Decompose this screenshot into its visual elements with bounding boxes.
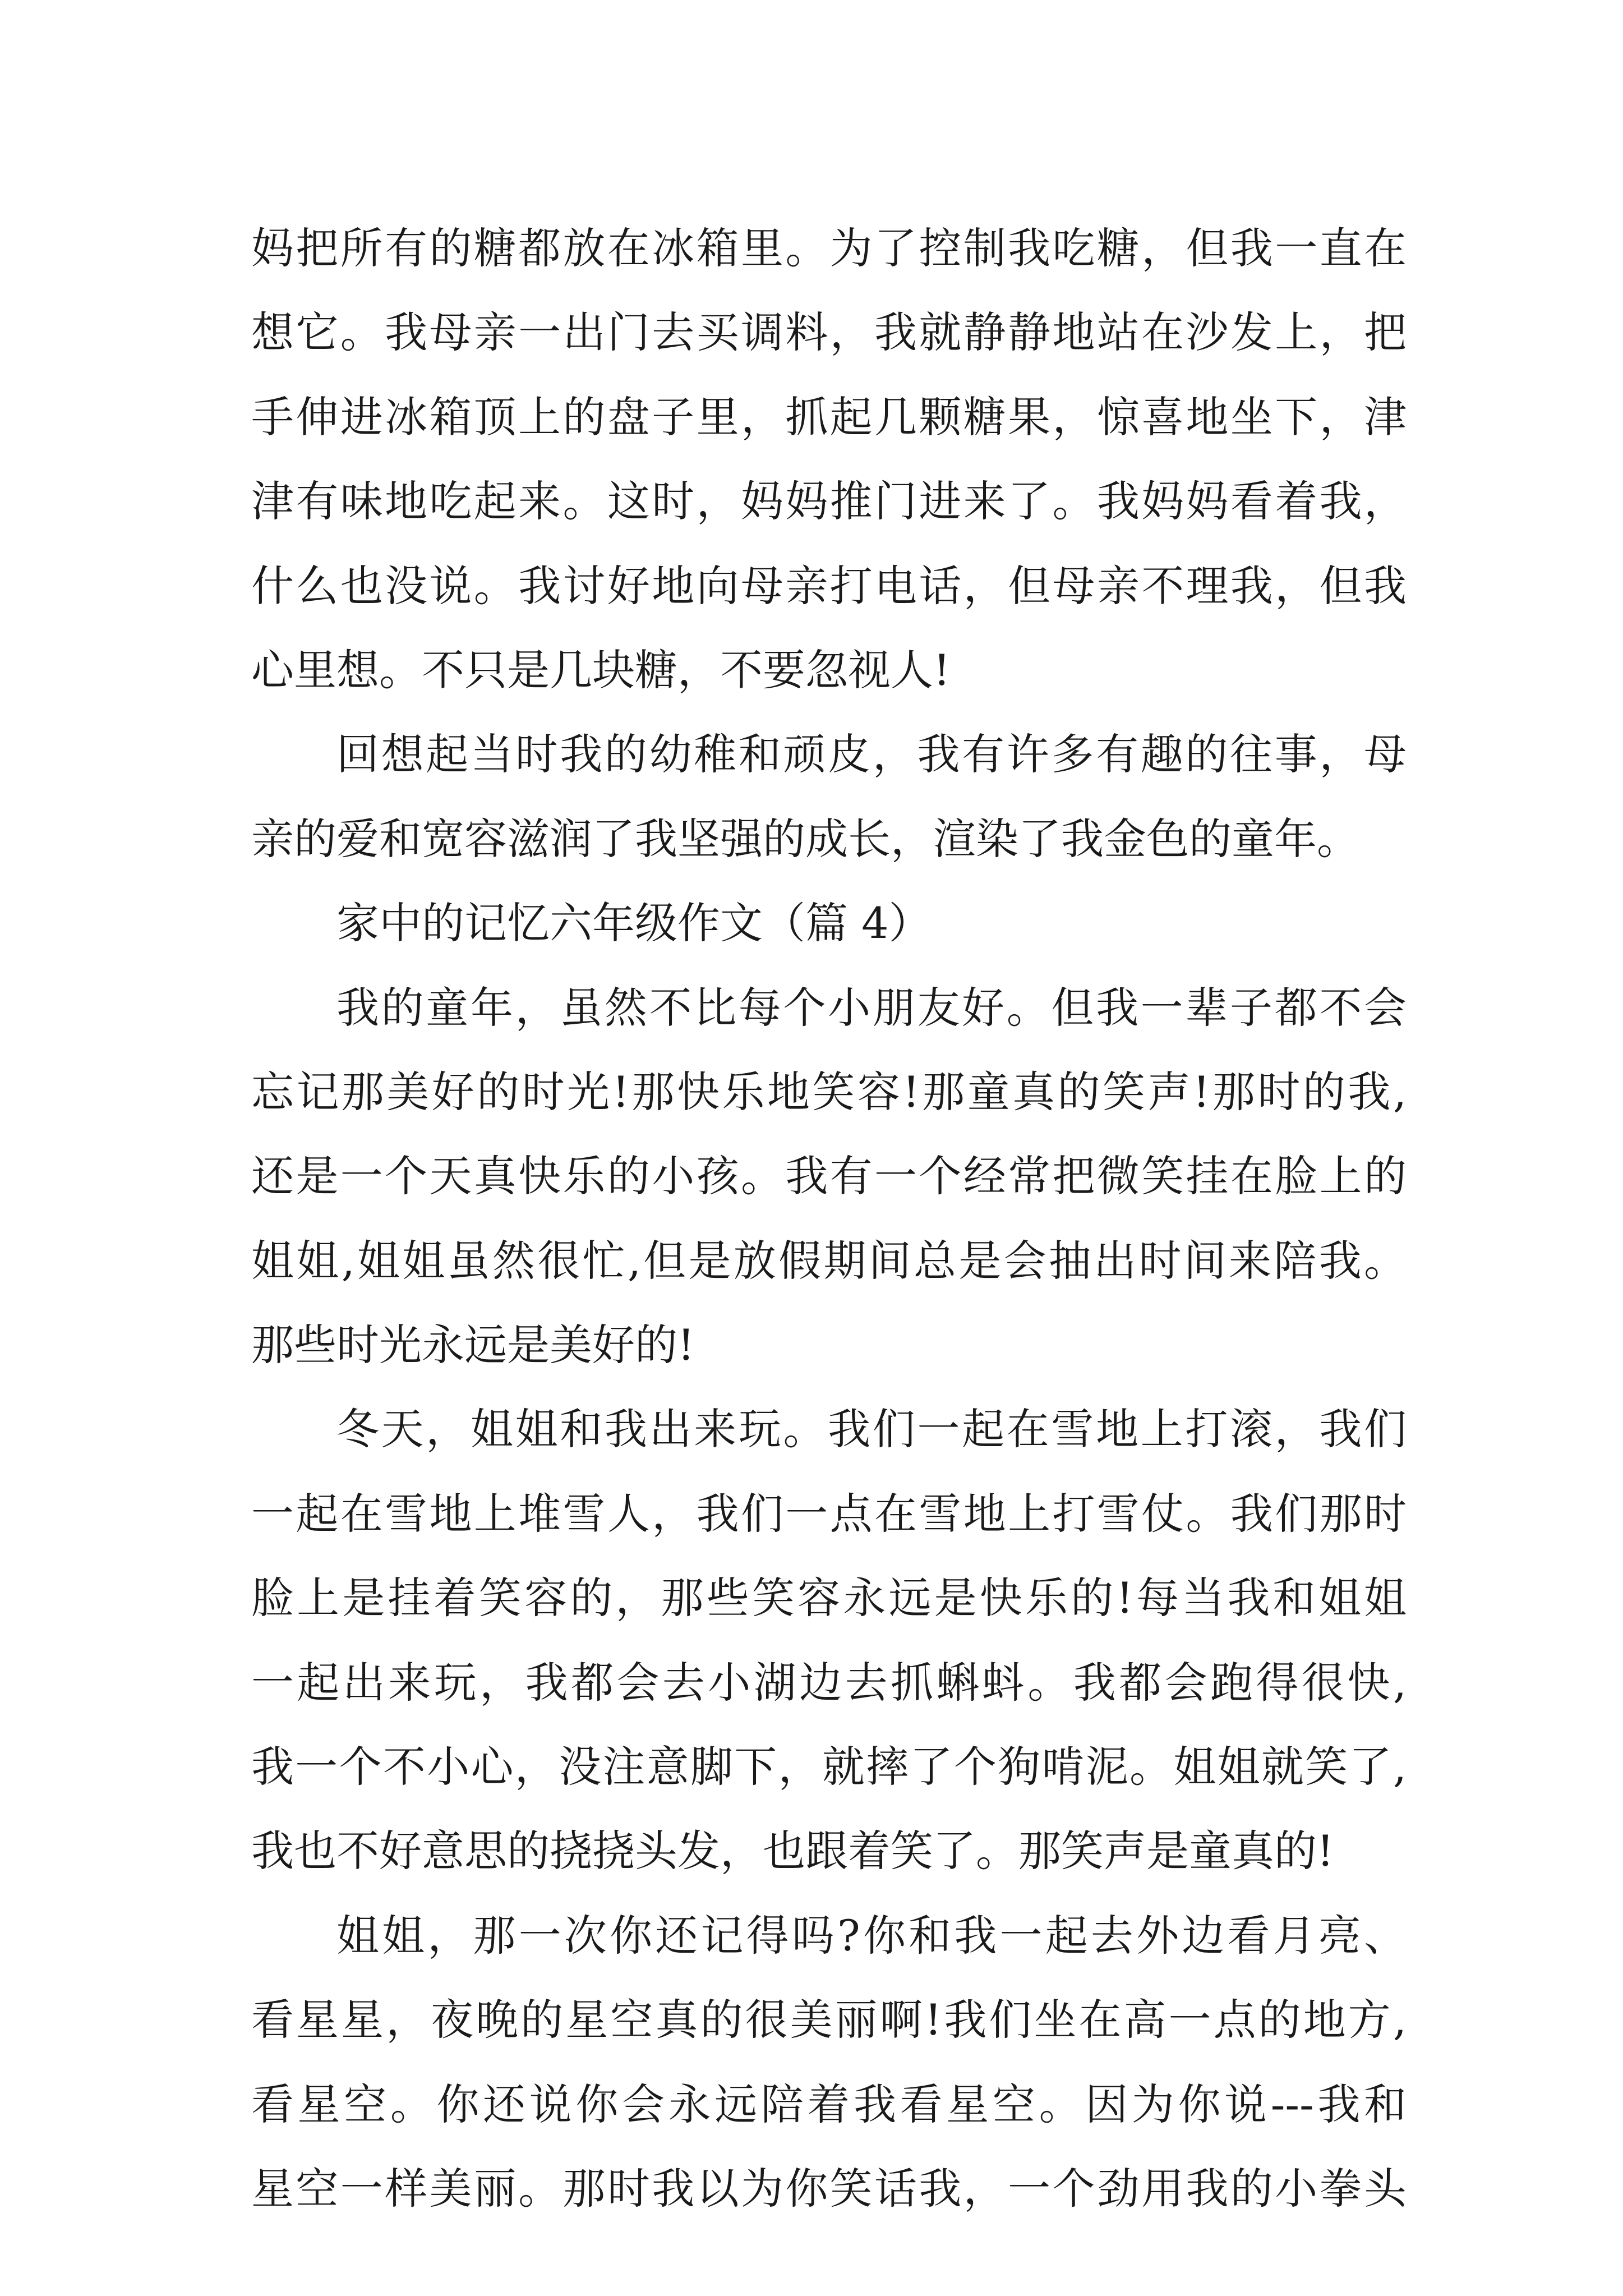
essay-text [251,206,1407,2231]
text-line: 一起出来玩，我都会去小湖边去抓蝌蚪。我都会跑得很快, [251,1657,1407,1708]
text-line: 一起在雪地上堆雪人，我们一点在雪地上打雪仗。我们那时 [251,1488,1407,1539]
paragraph-first-line: 冬天，姐姐和我出来玩。我们一起在雪地上打滚，我们 [336,1404,1407,1455]
text-line: 还是一个天真快乐的小孩。我有一个经常把微笑挂在脸上的 [251,1151,1407,1202]
text-line: 亲的爱和宽容滋润了我坚强的成长，渲染了我金色的童年。 [251,813,1359,864]
section-heading: 家中的记忆六年级作文（篇 4） [336,898,932,949]
text-line: 手伸进冰箱顶上的盘子里，抓起几颗糖果，惊喜地坐下，津 [251,392,1407,442]
text-line: 看星星，夜晚的星空真的很美丽啊!我们坐在高一点的地方, [251,1995,1407,2045]
text-line: 津有味地吃起来。这时，妈妈推门进来了。我妈妈看着我， [251,476,1407,527]
text-line: 看星空。你还说你会永远陪着我看星空。因为你说---我和 [251,2079,1407,2129]
text-line: 妈把所有的糖都放在冰箱里。为了控制我吃糖，但我一直在 [251,223,1407,273]
paragraph-first-line: 姐姐，那一次你还记得吗?你和我一起去外边看月亮、 [336,1910,1407,1961]
text-line: 我也不好意思的挠挠头发，也跟着笑了。那笑声是童真的! [251,1826,1334,1876]
text-line: 我一个不小心，没注意脚下，就摔了个狗啃泥。姐姐就笑了, [251,1742,1407,1792]
text-line: 那些时光永远是美好的! [251,1320,695,1370]
text-line: 星空一样美丽。那时我以为你笑话我，一个劲用我的小拳头 [251,2163,1407,2214]
paragraph-first-line: 我的童年，虽然不比每个小朋友好。但我一辈子都不会 [336,982,1407,1033]
text-line: 姐姐,姐姐虽然很忙,但是放假期间总是会抽出时间来陪我。 [251,1235,1407,1286]
text-line: 忘记那美好的时光!那快乐地笑容!那童真的笑声!那时的我, [251,1066,1407,1117]
text-line: 什么也没说。我讨好地向母亲打电话，但母亲不理我，但我 [251,560,1407,611]
text-line: 想它。我母亲一出门去买调料，我就静静地站在沙发上，把 [251,307,1407,358]
paragraph-first-line: 回想起当时我的幼稚和顽皮，我有许多有趣的往事，母 [336,729,1407,780]
text-line: 心里想。不只是几块糖，不要忽视人! [251,645,951,695]
text-line: 脸上是挂着笑容的，那些笑容永远是快乐的!每当我和姐姐 [251,1573,1407,1623]
